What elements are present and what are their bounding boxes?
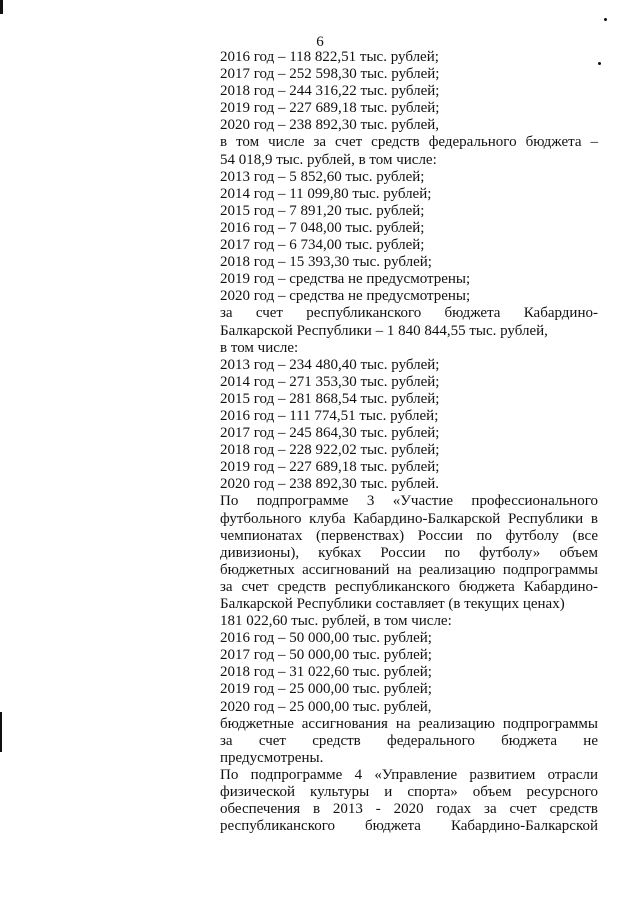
text-line: за счет республиканского бюджета Кабардино- <box>220 305 598 322</box>
text-line: 2015 год – 7 891,20 тыс. рублей; <box>220 202 425 219</box>
document-body <box>220 49 598 835</box>
text-line: 2016 год – 118 822,51 тыс. рублей; <box>220 49 439 65</box>
text-line: 2020 год – средства не предусмотрены; <box>220 288 471 305</box>
text-line: в том числе за счет средств федерального бюджета – <box>220 134 598 151</box>
text-line: 181 022,60 тыс. рублей, в том числе: <box>220 613 452 630</box>
text-line: 2015 год – 281 868,54 тыс. рублей; <box>220 390 440 407</box>
page-number: 6 <box>316 34 324 50</box>
text-line: 2016 год – 50 000,00 тыс. рублей; <box>220 630 432 647</box>
text-line: 2014 год – 271 353,30 тыс. рублей; <box>220 373 440 390</box>
scan-mark <box>0 712 2 752</box>
text-line: футбольного клуба Кабардино-Балкарской Республики в <box>220 510 598 527</box>
text-line: бюджетных ассигнований на реализацию подпрограммы <box>220 561 598 578</box>
text-line: республиканского бюджета Кабардино-Балкарской <box>220 818 598 835</box>
scan-mark <box>604 18 607 21</box>
text-line: 2020 год – 238 892,30 тыс. рублей, <box>220 117 440 134</box>
text-line: обеспечения в 2013 - 2020 годах за счет средств <box>220 801 598 818</box>
text-line: 2014 год – 11 099,80 тыс. рублей; <box>220 185 432 202</box>
text-line: физической культуры и спорта» объем ресурсного <box>220 784 598 801</box>
text-line: 2016 год – 7 048,00 тыс. рублей; <box>220 219 425 236</box>
text-line: предусмотрены. <box>220 749 324 766</box>
text-line: 2017 год – 6 734,00 тыс. рублей; <box>220 237 425 254</box>
text-line: 2017 год – 50 000,00 тыс. рублей; <box>220 647 432 664</box>
text-line: 54 018,9 тыс. рублей, в том числе: <box>220 151 437 168</box>
text-line: 2019 год – средства не предусмотрены; <box>220 271 471 288</box>
text-line: 2019 год – 25 000,00 тыс. рублей; <box>220 681 432 698</box>
text-line: Балкарской Республики – 1 840 844,55 тыс. рублей, <box>220 322 548 339</box>
text-line: Балкарской Республики составляет (в текущих ценах) <box>220 596 565 612</box>
scan-mark <box>598 62 601 65</box>
text-line: 2019 год – 227 689,18 тыс. рублей; <box>220 100 440 117</box>
text-line: 2019 год – 227 689,18 тыс. рублей; <box>220 459 440 476</box>
text-line: 2017 год – 245 864,30 тыс. рублей; <box>220 425 440 442</box>
text-line: за счет средств федерального бюджета не <box>220 732 598 749</box>
text-line: По подпрограмме 3 «Участие профессионального <box>220 493 598 510</box>
text-line: 2020 год – 25 000,00 тыс. рублей, <box>220 698 432 715</box>
text-line: 2018 год – 31 022,60 тыс. рублей; <box>220 664 432 681</box>
text-line: 2016 год – 111 774,51 тыс. рублей; <box>220 407 439 424</box>
text-line: в том числе: <box>220 339 299 356</box>
text-line: 2013 год – 5 852,60 тыс. рублей; <box>220 168 425 185</box>
text-line: чемпионатах (первенствах) России по футболу (все <box>220 527 598 544</box>
text-line: 2018 год – 228 922,02 тыс. рублей; <box>220 442 440 459</box>
scan-mark <box>0 0 3 14</box>
text-line: По подпрограмме 4 «Управление развитием отрасли <box>220 766 598 783</box>
text-line: 2018 год – 15 393,30 тыс. рублей; <box>220 254 432 271</box>
text-line: 2020 год – 238 892,30 тыс. рублей. <box>220 476 440 493</box>
text-line: 2017 год – 252 598,30 тыс. рублей; <box>220 66 440 83</box>
text-line: 2018 год – 244 316,22 тыс. рублей; <box>220 83 440 100</box>
text-line: бюджетные ассигнования на реализацию подпрограммы <box>220 715 598 732</box>
text-line: за счет средств республиканского бюджета Кабардино- <box>220 578 598 595</box>
text-line: дивизионы), кубках России по футболу» объем <box>220 544 598 561</box>
text-line: 2013 год – 234 480,40 тыс. рублей; <box>220 356 440 373</box>
